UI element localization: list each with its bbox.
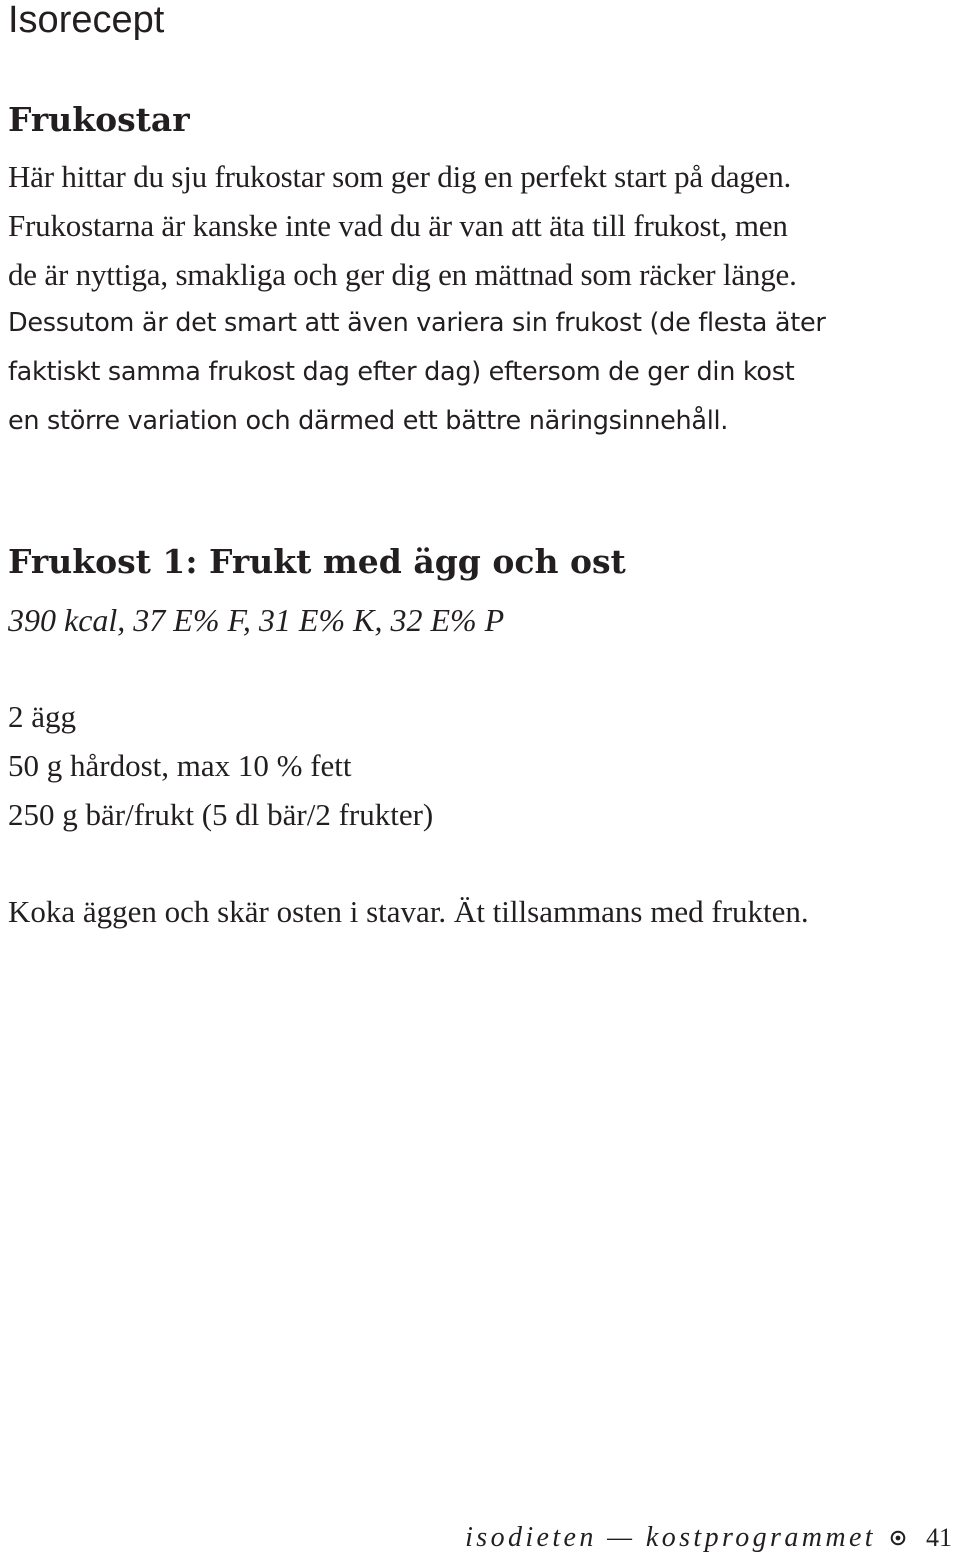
intro-line: Dessutom är det smart att även variera sin frukost (de flesta äter [8,308,826,338]
recipe-title: Frukost 1: Frukt med ägg och ost [8,542,626,581]
intro-line: faktiskt samma frukost dag efter dag) eftersom de ger din kost [8,357,795,387]
circled-dot-icon [890,1530,906,1546]
intro-line: en större variation och därmed ett bättre näringsinnehåll. [8,406,729,436]
intro-line: de är nyttiga, smakliga och ger dig en mättnad som räcker länge. [8,257,797,292]
page-footer [465,1518,952,1558]
intro-line: Frukostarna är kanske inte vad du är van att äta till frukost, men [8,208,788,243]
recipe-instructions: Koka äggen och skär osten i stavar. Ät tillsammans med frukten. [8,894,809,929]
page-number: 41 [926,1523,952,1552]
ingredient-item: 2 ägg [8,699,77,734]
nutrition-info: 390 kcal, 37 E% F, 31 E% K, 32 E% P [8,602,505,638]
footer-title: isodieten — kostprogrammet [465,1522,876,1553]
intro-paragraph [8,152,958,446]
intro-line: Här hittar du sju frukostar som ger dig en perfekt start på dagen. [8,159,792,194]
ingredient-item: 250 g bär/frukt (5 dl bär/2 frukter) [8,797,434,832]
ingredient-item: 50 g hårdost, max 10 % fett [8,748,352,783]
section-heading: Frukostar [8,100,190,139]
ingredient-list [8,695,433,842]
page-title: Isorecept [8,0,165,41]
